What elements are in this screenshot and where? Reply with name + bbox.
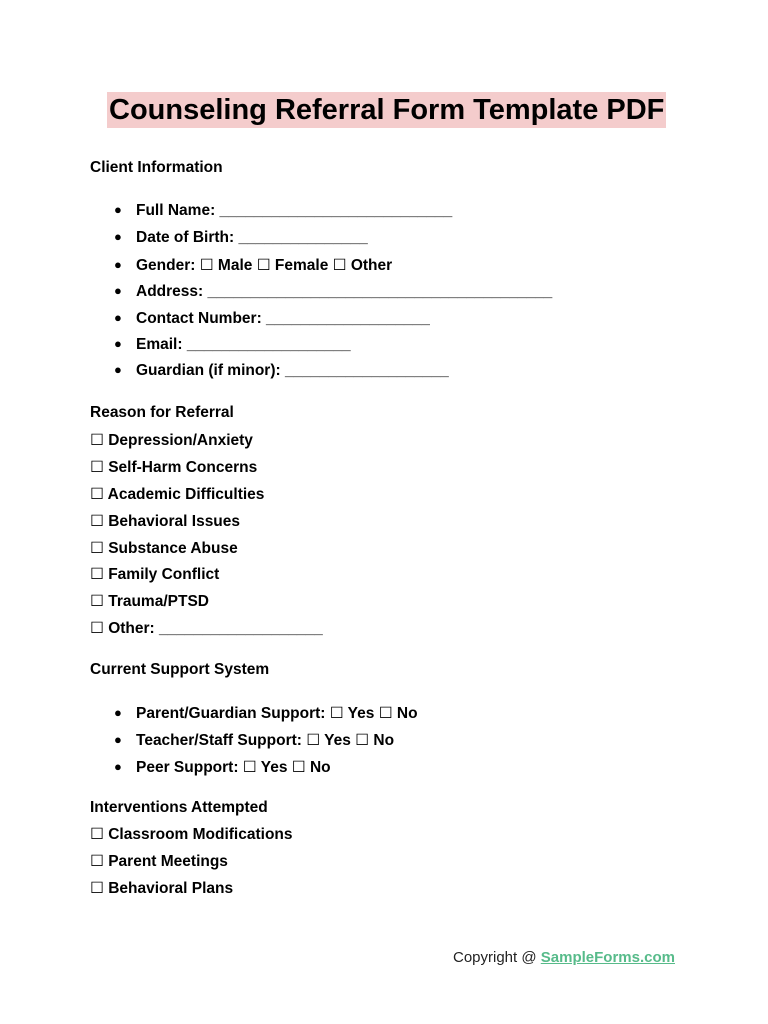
copyright-footer	[453, 949, 675, 966]
copyright-text: Copyright @	[453, 949, 541, 966]
bullet-icon: ●	[114, 759, 122, 774]
bullet-icon: ●	[114, 229, 122, 244]
list-item-address: ● Address: ________________________________________	[114, 283, 553, 300]
checkbox-item-other: ☐ Other: ___________________	[90, 620, 323, 637]
bullet-icon: ●	[114, 310, 122, 325]
checkbox-item-academic-difficulties: ☐ Academic Difficulties	[90, 486, 265, 503]
bullet-icon: ●	[114, 732, 122, 747]
list-item-gender: ● Gender: ☐ Male ☐ Female ☐ Other	[114, 257, 393, 274]
section-heading-client-information: Client Information	[90, 159, 223, 176]
list-item-full-name: ● Full Name: ___________________________	[114, 202, 453, 219]
bullet-icon: ●	[114, 202, 122, 217]
list-item-teacher-staff-support: ● Teacher/Staff Support: ☐ Yes ☐ No	[114, 732, 395, 749]
section-heading-reason-for-referral: Reason for Referral	[90, 404, 234, 421]
list-item-parent-guardian-support: ● Parent/Guardian Support: ☐ Yes ☐ No	[114, 705, 418, 722]
bullet-icon: ●	[114, 283, 122, 298]
list-item-email: ● Email: ___________________	[114, 336, 351, 353]
bullet-icon: ●	[114, 705, 122, 720]
section-heading-current-support-system: Current Support System	[90, 661, 270, 678]
sampleforms-link[interactable]: SampleForms.com	[540, 949, 675, 966]
bullet-icon: ●	[114, 257, 122, 272]
checkbox-item-trauma-ptsd: ☐ Trauma/PTSD	[90, 593, 209, 610]
checkbox-item-parent-meetings: ☐ Parent Meetings	[90, 853, 228, 870]
page-title: Counseling Referral Form Template PDF	[109, 94, 665, 126]
checkbox-item-depression-anxiety: ☐ Depression/Anxiety	[90, 432, 253, 449]
bullet-icon: ●	[114, 362, 122, 377]
checkbox-item-behavioral-plans: ☐ Behavioral Plans	[90, 880, 234, 897]
section-heading-interventions-attempted: Interventions Attempted	[90, 799, 268, 816]
checkbox-item-classroom-modifications: ☐ Classroom Modifications	[90, 826, 293, 843]
checkbox-item-substance-abuse: ☐ Substance Abuse	[90, 540, 238, 557]
checkbox-item-self-harm: ☐ Self-Harm Concerns	[90, 459, 258, 476]
list-item-contact-number: ● Contact Number: ___________________	[114, 310, 430, 327]
list-item-guardian: ● Guardian (if minor): ___________________	[114, 362, 449, 379]
checkbox-item-family-conflict: ☐ Family Conflict	[90, 566, 220, 583]
bullet-icon: ●	[114, 336, 122, 351]
list-item-date-of-birth: ● Date of Birth: _______________	[114, 229, 368, 246]
checkbox-item-behavioral-issues: ☐ Behavioral Issues	[90, 513, 241, 530]
list-item-peer-support: ● Peer Support: ☐ Yes ☐ No	[114, 759, 331, 776]
